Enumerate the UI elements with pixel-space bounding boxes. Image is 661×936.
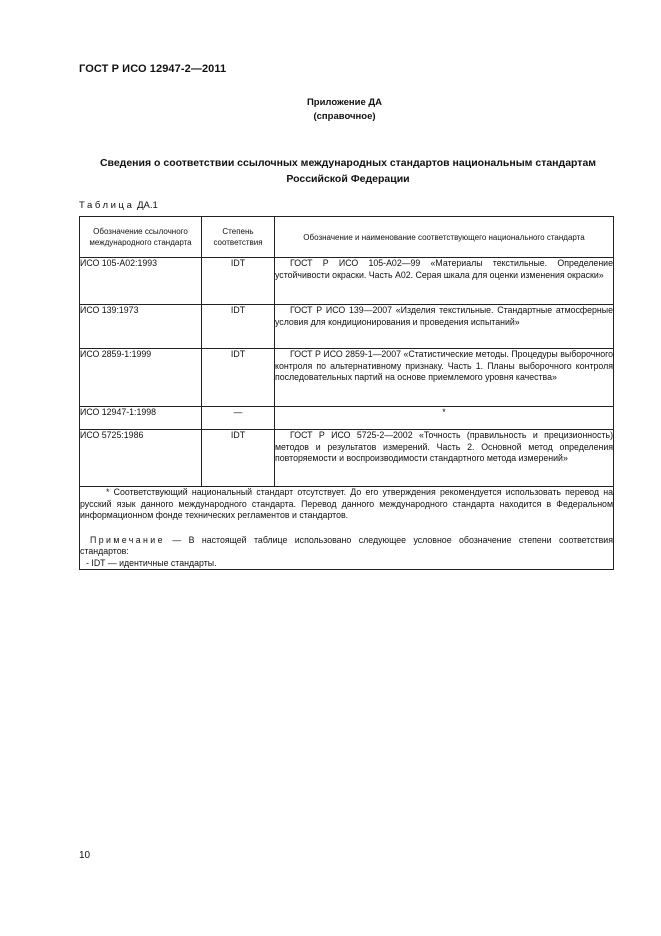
table-notes — [80, 487, 614, 570]
table-row — [80, 258, 614, 305]
appendix-title: Приложение ДА — [306, 97, 383, 108]
table-row — [80, 349, 614, 407]
table-caption-word: Таблица — [79, 200, 135, 211]
header-degree: Степень соответствия — [202, 217, 275, 258]
row-national: ГОСТ Р ИСО 5725-2—2002 «Точность (правильность и прецизионность) методов и результатов измерений. Часть 2. Основной метод определения повторяемости и воспроизводимости стандартного метода измерений» — [275, 430, 614, 487]
table-row — [80, 407, 614, 430]
page-number: 10 — [79, 850, 91, 861]
row-iso: ИСО 105-А02:1993 — [80, 258, 202, 305]
table-header-row — [80, 217, 614, 258]
note-text: — В настоящей таблице использовано следующее условное обозначение степени соответствия стандартов: — [80, 534, 613, 556]
row-degree: IDT — [202, 258, 275, 305]
correspondence-table — [79, 216, 614, 570]
table-row — [80, 305, 614, 349]
note-label: Примечание — [90, 534, 165, 545]
document-id: ГОСТ Р ИСО 12947-2—2011 — [79, 63, 227, 75]
row-national: ГОСТ Р ИСО 105-А02—99 «Материалы текстильные. Определение устойчивости окраски. Часть А02. Серая шкала для оценки изменения окраски» — [275, 258, 614, 305]
row-degree: IDT — [202, 305, 275, 349]
table-notes-row — [80, 487, 614, 570]
table-row — [80, 430, 614, 487]
row-iso: ИСО 12947-1:1998 — [80, 407, 202, 430]
row-degree: IDT — [202, 349, 275, 407]
table-caption-number: ДА.1 — [137, 200, 158, 211]
section-title: Сведения о соответствии ссылочных международных стандартов национальным стандартам Российской Федерации — [99, 157, 597, 185]
row-national: ГОСТ Р ИСО 2859-1—2007 «Статистические методы. Процедуры выборочного контроля по альтернативному признаку. Часть 1. Планы выборочного контроля последовательных партий на основе приемлемого уровня качества» — [275, 349, 614, 407]
row-iso: ИСО 2859-1:1999 — [80, 349, 202, 407]
footnote: * Соответствующий национальный стандарт отсутствует. До его утверждения рекомендуется использовать перевод на русский язык данного международного стандарта. Перевод данного международного стандарта находится в Федеральном информационном фонде технических регламентов и стандартов. — [80, 487, 613, 520]
row-national: ГОСТ Р ИСО 139—2007 «Изделия текстильные. Стандартные атмосферные условия для кондиционирования и проведения испытаний» — [275, 305, 614, 349]
header-national: Обозначение и наименование соответствующего национального стандарта — [275, 217, 614, 258]
note-item: - IDT — идентичные стандарты. — [86, 557, 217, 568]
row-degree: IDT — [202, 430, 275, 487]
table-caption — [79, 200, 158, 211]
note — [80, 535, 613, 558]
row-iso: ИСО 139:1973 — [80, 305, 202, 349]
appendix-subtitle: (справочное) — [313, 111, 376, 122]
row-national: * — [275, 407, 614, 430]
row-degree: — — [202, 407, 275, 430]
row-iso: ИСО 5725:1986 — [80, 430, 202, 487]
header-iso: Обозначение ссылочного международного стандарта — [80, 217, 202, 258]
